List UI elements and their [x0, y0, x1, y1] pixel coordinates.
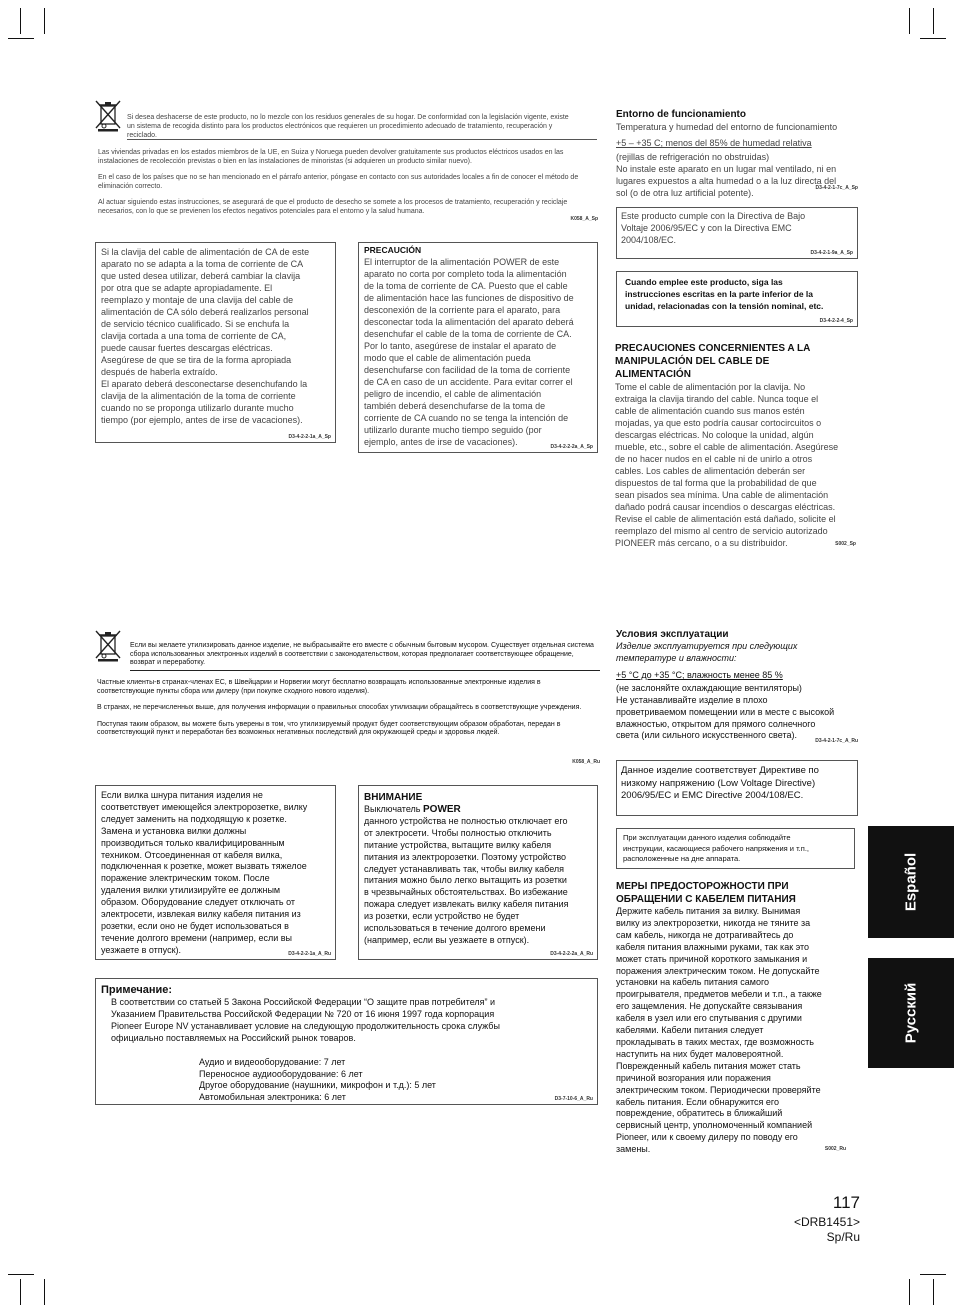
weee-intro-ru: Если вы желаете утилизировать данное изделие, не выбрасывайте его вместе с обычным бытовым мусором. Существует отдельная система сбора использованных электронных изделий в соответствии с законодательством, которая предполагает соответствующее обращение, возврат и переработку. [130, 642, 594, 666]
weee-divider-es [127, 139, 597, 140]
weee-code-ru: K058_A_Ru [572, 759, 600, 765]
crop-mark [44, 1279, 45, 1305]
crop-mark [909, 8, 910, 34]
env-section-es: Entorno de funcionamiento Temperatura y humedad del entorno de funcionamiento +5 – +35 C; menos del 85% de humedad relativa (rejillas de refrigeración no obstruidas) No instale este aparato en un lugar mal ventilado, ni en lugares expuestos a alta humedad o a la luz directa del sol (o de otra luz artificial potente). D3-4-2-1-7c_A_Sp [616, 109, 858, 198]
crop-mark [20, 1279, 21, 1305]
lvd-box-ru: Данное изделие соответствует Директиве по низкому напряжению (Low Voltage Directive) 2006/95/EC и EMC Directive 2004/108/EC. [616, 760, 858, 816]
weee-divider-ru [130, 670, 600, 671]
env-section-ru: Условия эксплуатации Изделие эксплуатируется при следующих температуре и влажности: +5 °C до +35 °C; влажность менее 85 % (не заслоняйте охлаждающие вентиляторы) Не устанавливайте изделие в плохо проветриваемом помещении или в месте с высокой влажностью, открытом для прямого солнечного света (или сильного искусственного света). D3-4-2-1-7c_A_Ru [616, 629, 858, 744]
weee-body-es: Las viviendas privadas en los estados miembros de la UE, en Suiza y Noruega pueden devolver gratuitamente sus productos eléctricos usados en las instalaciones de recolección previstas o bien en las instalaciones de minoristas (si adquieren un producto similar nuevo). En el caso de los países que no se han mencionado en el párrafo anterior, póngase en contacto con sus autoridades locales a fin de conocer el método de eliminación correcto. Al actuar siguiendo estas instrucciones, se asegurará de que el producto de desecho se somete a los procesos de tratamiento, recuperación y reciclaje necesarios, con lo que se previenen los efectos negativos potenciales para el entorno y la salud humana. [98, 149, 579, 215]
crop-mark [909, 1279, 910, 1305]
crop-mark [8, 38, 34, 39]
crop-mark [933, 8, 934, 34]
model-code: <DRB1451> [793, 1215, 860, 1229]
cord-section-ru: МЕРЫ ПРЕДОСТОРОЖНОСТИ ПРИ ОБРАЩЕНИИ С КАБЕЛЕМ ПИТАНИЯ Держите кабель питания за вилку. Вынимая вилку из электророзетки, никогда не тяните за сам кабель, никогда не дотрагивайтесь до кабеля питания влажными руками, так как это может стать причиной короткого замыкания и поражения электрическим током. Не допускайте установки на кабель питания самого проигрывателя, предметов мебели и т.п., а также его защемления. Не допускайте связывания кабеля в узел или его спутывания с другими кабелями. Кабели питания следует прокладывать в таких местах, где возможность наступить на них будет маловероятной. Поврежденный кабель питания может стать причиной возгорания или поражения электрическим током. Периодически проверяйте кабель питания. Если обнаружится его повреждение, обратитесь в ближайший сервисный центр, уполномоченный компанией Pioneer, или к своему дилеру по поводу его замены. S002_Ru [616, 881, 846, 1155]
bin-icon [93, 628, 123, 662]
tab-russian: Русский [868, 958, 954, 1068]
weee-body-ru: Частные клиенты-в странах-членах ЕС, в Швейцарии и Норвегии могут бесплатно возвращать использованные электронные изделия в соответствующие пункты сбора или дилеру (при покупке сходного нового изделия). В странах, не перечисленных выше, для получения информации о правильных способах утилизации обращайтесь в соответствующие учреждения. Поступая таким образом, вы можете быть уверены в том, что утилизируемый продукт будет соответствующим образом обработан, передан в соответствующий пункт и переработан без возможных негативных последствий для окружающей среды и здоровья людей. [97, 679, 582, 736]
crop-mark [920, 38, 946, 39]
weee-intro-es: Si desea deshacerse de este producto, no lo mezcle con los residuos generales de su hogar. De conformidad con la legislación vigente, existe un sistema de recogida distinto para los productos electrónicos que requieren un procedimiento adecuado de tratamiento, recuperación y reciclado. [127, 114, 569, 139]
crop-mark [8, 1274, 34, 1275]
tab-espanol: Español [868, 826, 954, 938]
language-code: Sp/Ru [826, 1230, 860, 1244]
plug-box-es: Si la clavija del cable de alimentación de CA de este aparato no se adapta a la toma de corriente de CA que usted desea utilizar, deberá cambiar la clavija por otra que se adapte apropiadamente. El reemplazo y montaje de una clavija del cable de alimentación de CA sólo deberá realizarlos personal de servicio técnico cualificado. Si se enchufa la clavija cortada a una toma de corriente de CA, puede causar fuertes descargas eléctricas. Asegúrese de que se tira de la forma apropiada después de haberla extraído. El aparato deberá desconectarse desenchufando la clavija de la alimentación de la toma de corriente cuando no se proponga utilizarlo durante mucho tiempo (por ejemplo, antes de irse de vacaciones). D3-4-2-2-1a_A_Sp [95, 242, 336, 443]
cord-section-es: PRECAUCIONES CONCERNIENTES A LA MANIPULACIÓN DEL CABLE DE ALIMENTACIÓN Tome el cable de alimentación por la clavija. No extraiga la clavija tirando del cable. Nunca toque el cable de alimentación cuando sus manos estén mojadas, ya que esto podría causar cortocircuitos o descargas eléctricas. No coloque la unidad, algún mueble, etc., sobre el cable de alimentación. Asegúrese de no hacer nudos en el cable ni de unirlo a otros cables. Los cables de alimentación deberán ser dispuestos de tal forma que la probabilidad de que sean pisados sea mínima. Una cable de alimentación dañado podrá causar incendios o descargas eléctricas. Revise el cable de alimentación está dañado, solicite el reemplazo del mismo al centro de servicio autorizado PIONEER más cercano, o a su distribuidor. S002_Sp [615, 343, 856, 548]
note-box-ru: Примечание: В соответствии со статьей 5 Закона Российской Федерации “О защите прав потребителя” и Указанием Правительства Российской Федерации № 720 от 16 июня 1997 года корпорация Pioneer Europe NV устанавливает условие на следующую продолжительность срока службы официально поставляемых на Российский рынок товаров. Аудио и видеооборудование: 7 лет Переносное аудиооборудование: 6 лет Другое оборудование (наушники, микрофон и т.д.): 5 лет Автомобильная электроника: 6 лет D3-7-10-6_A_Ru [95, 978, 598, 1105]
bin-icon [93, 98, 123, 132]
crop-mark [920, 1274, 946, 1275]
weee-code-es: K058_A_Sp [570, 216, 598, 222]
crop-mark [20, 8, 21, 34]
crop-mark [44, 8, 45, 34]
instr-box-ru: При эксплуатации данного изделия соблюдайте инструкции, касающиеся рабочего напряжения и т.п., расположенные на дне аппарата. [616, 828, 855, 869]
caution-box-es: PRECAUCIÓN El interruptor de la alimentación POWER de este aparato no corta por completo toda la alimentación de la toma de corriente de CA. Puesto que el cable de alimentación hace las funciones de dispositivo de desconexión de la corriente para el aparato, para desconectar toda la alimentación del aparato deberá desenchufar el cable de la toma de corriente de CA. Por lo tanto, asegúrese de instalar el aparato de modo que el cable de alimentación pueda desenchufarse con facilidad de la toma de corriente de CA en caso de un accidente. Para evitar correr el peligro de incendio, el cable de alimentación también deberá desenchufarse de la toma de corriente de CA cuando no se tenga la intención de utilizarlo durante mucho tiempo seguido (por ejemplo, antes de irse de vacaciones). D3-4-2-2-2a_A_Sp [358, 242, 598, 453]
caution-box-ru: ВНИМАНИЕ Выключатель POWER данного устройства не полностью отключает его от электросети. Чтобы полностью отключить питание устройства, вытащите вилку кабеля питания из электророзетки. Поэтому устройство следует устанавливать так, чтобы вилку кабеля питания можно было легко вытащить из розетки в чрезвычайных обстоятельствах. Во избежание пожара следует извлекать вилку кабеля питания из розетки, если устройство не будет использоваться в течение долгого времени (например, если вы уезжаете в отпуск). D3-4-2-2-2a_A_Ru [358, 785, 598, 960]
instr-box-es: Cuando emplee este producto, siga las instrucciones escritas en la parte inferior de la unidad, relacionadas con la tensión nominal, etc. D3-4-2-2-4_Sp [616, 271, 858, 327]
crop-mark [933, 1279, 934, 1305]
plug-box-ru: Если вилка шнура питания изделия не соответствует имеющейся электророзетке, вилку следует заменить на подходящую к розетке. Замена и установка вилки должны производиться только квалифицированным техником. Отсоединенная от кабеля вилка, подключенная к розетке, может вызвать тяжелое поражение электрическим током. После удаления вилки утилизируйте ее должным образом. Оборудование следует отключать от электросети, извлекая вилку кабеля питания из розетки, если оно не будет использоваться в течение долгого времени (например, если вы уезжаете в отпуск). D3-4-2-2-1a_A_Ru [95, 785, 336, 960]
page-number: 117 [832, 1193, 860, 1212]
lvd-box-es: Este producto cumple con la Directiva de Bajo Voltaje 2006/95/EC y con la Directiva EMC 2004/108/EC. D3-4-2-1-9a_A_Sp [616, 207, 858, 259]
